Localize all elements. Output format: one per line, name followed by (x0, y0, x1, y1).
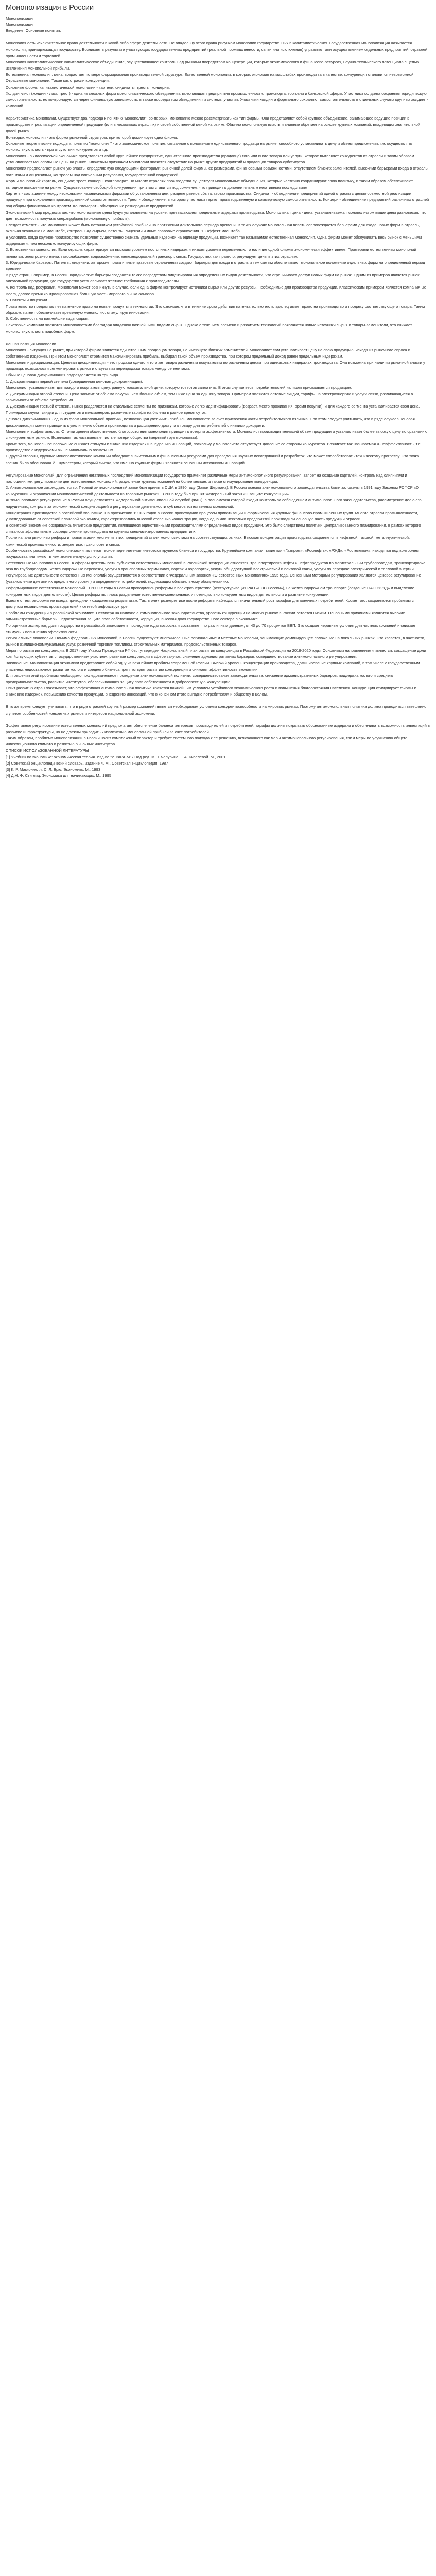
document-paragraph: Характеристика монополии. Существует два подхода к понятию "монополия": во-первых, монополию можно рассматривать как тип фирмы. Она представляет собой крупное объединение, занимающее ведущие позиции в производстве и реализации определенной продукции (или в нескольких отраслях) и своей собственной ценой на рынке. Обычно монопольную власть и влияние обретает на основе крупных компаний, владеющих значительной долей рынка. (6, 116, 421, 133)
document-paragraph: Монополия - ситуация на рынке, при которой фирма является единственным продавцом товара, не имеющего близких заменителей. Монополист сам устанавливает цену на свою продукцию, исходя из рыночного спроса и собственных издержек. При этом монополист стремится максимизировать прибыль, выбирая такой объем производства, при котором предельный доход равен предельным издержкам. (6, 347, 410, 359)
document-paragraph: Монополия и эффективность. С точки зрения общественного благосостояния монополия приводит к потерям эффективности. Монополист производит меньший объем продукции и устанавливает более высокую цену по сравнению с конкурентным рынком. Возникают так называемые чистые потери общества (мертвый груз монополии). (6, 429, 428, 440)
document-paragraph: В советской экономике создавались гигантские предприятия, являвшиеся единственными производителями определенных видов продукции. Это было следствием политики централизованного планирования, в рамках которого считалось эффективным сосредоточение производства на крупных специализированных предприятиях. (6, 523, 421, 534)
document-paragraph: Концентрация производства в российской экономике. На протяжении 1990-х годов в России происходили процессы приватизации и формирования крупных финансово-промышленных групп. Многие отрасли промышленности, унаследованные от советской плановой экономики, характеризовались высокой степенью концентрации, когда одно или несколько предприятий производили основную часть продукции отрасли. (6, 510, 418, 521)
document-paragraph: Картель - соглашение между несколькими независимыми фирмами об установлении цен, разделе рынков сбыта, квотах производства. Синдикат - объединение предприятий одной отрасли с целью совместной реализации продукции при сохранении производственной самостоятельности. Трест - объединение, в котором участники теряют производственную и коммерческую самостоятельность. Концерн - объединение предприятий различных отраслей под общим финансовым контролем. Конгломерат - объединение разнородных предприятий. (6, 191, 429, 209)
document-paragraph: Монополия капиталистическая: капиталистическое объединение, осуществляющее контроль над рынками посредством концентрации, которые экономического и финансово-ресурсах, научно-технического потенциала с целью извлечения монопольной прибыли. (6, 59, 420, 71)
document-paragraph: Следует отметить, что монополия может быть источником устойчивой прибыли на протяжении длительного периода времени. В таких случаях монопольная власть сопровождается барьерами для входа новых фирм в отрасль, включая экономию на масштабе, контроль над сырьем, патенты, лицензии и иные правовые ограничения. 1. Эффект масштаба. (6, 222, 420, 233)
document-paragraph: Во-вторых монополия - это форма рыночной структуры, при которой доминирует одна фирма. (6, 134, 178, 140)
document-paragraph: Обычно ценовая дискриминация подразделяется на три вида. (6, 372, 119, 378)
document-paragraph: Монополия и дискриминация. Ценовая дискриминация - это продажа одного и того же товара различным покупателям по различным ценам при одинаковых издержках производства. Она возможна при наличии рыночной власти у продавца, возможности сегментировать рынок и отсутствии перепродажи товара между сегментами. (6, 360, 425, 371)
reference-item: [1] Учебник по экономике: экономическая теория. Изд-во "ИНФРА-М" / Под ред. М.Н. Чепурина, Е.А. Киселевой. М., 2001 (6, 754, 226, 759)
document-paragraph: Регулирование монополий. Для ограничения негативных последствий монополизации государство применяет различные меры антимонопольного регулирования: запрет на создание картелей, контроль над слияниями и поглощениями, регулирование цен естественных монополий, разделение крупных компаний на более мелкие, а также стимулирование конкуренции. (6, 472, 407, 484)
document-paragraph: После начала рыночных реформ и приватизации многие из этих предприятий стали монополистами на соответствующих рынках. Высокая концентрация производства сохраняется в нефтяной, газовой, металлургической, химической промышленности, энергетике, транспорте и связи. (6, 535, 410, 547)
document-paragraph: Холдинг-лист (холдинг- лист, трест) - одна из сложных форм монополистического объединения, включающая предприятия промышленности, транспорта, торговли и банковской сферы. Участники холдинга сохраняют юридическую самостоятельность, но контролируются через финансовую зависимость, в также посредством объединения и системы участия. Участники холдинга формально сохраняют самостоятельность в отдельных случаях крупных холдинг - компаний. (6, 91, 428, 109)
document-paragraph: Формы монополий: картель, синдикат, трест, концерн, конгломерат. Во многих отраслях производства существуют монопольные объединения, которые частично координируют свою политику, и таким образом обеспечивают выгодное положение на рынке. Существование свободной конкуренции при этом ставится под сомнение, что приводит к дополнительным негативным последствиям. (6, 178, 413, 190)
document-paragraph: Основные теоретические подходы к понятию "монополия" - это экономическое понятие, связанное с положением единственного продавца на рынке, способного устанавливать цену и объем предложения, т.е. осуществлять монопольную власть - при отсутствии конкурентов и т.д. (6, 141, 412, 152)
document-paragraph: Регулирование деятельности естественных монополий осуществляется в соответствии с Федеральным законом «О естественных монополиях» 1995 года. Основными методами регулирования являются ценовое регулирование (установление цен или их предельного уровня) и определение потребителей, подлежащих обязательному обслуживанию. (6, 573, 421, 584)
document-paragraph: 3. Дискриминация третьей степени. Рынок разделяется на отдельные сегменты по признакам, которые легко идентифицировать (возраст, место проживания, время покупки), и для каждого сегмента устанавливается своя цена. Примерами служат скидки для студентов и пенсионеров, различные тарифы на билеты в разное время суток. (6, 404, 420, 415)
document-paragraph: Проблемы конкуренции в российской экономике. Несмотря на наличие антимонопольного законодательства, уровень конкуренции на многих рынках в России остается низким. Основными причинами являются высокие административные барьеры, недостаточная защита прав собственности, коррупция, высокая доля государственного сектора в экономике. (6, 611, 405, 622)
document-paragraph: Основные формы капиталистической монополии - картели, синдикаты, тресты, концерны. (6, 84, 170, 90)
document-paragraph: 2. Дискриминация второй степени. Цена зависит от объема покупки: чем больше объем, тем ниже цена за единицу товара. Примером являются оптовые скидки, тарифы на электроэнергию и услуги связи, различающиеся в зависимости от объема потребления. (6, 391, 413, 403)
document-paragraph: Естественная монополия: цена, возрастает по мере формирования производственной структуре. Естественной монополии, в которых экономия на масштабах производства в качестве, конкуренция становится невозможной. Отраслевые монополии. Такие как отрасли конкуренции. (6, 72, 415, 83)
document-paragraph: Кроме того, монопольное положение снижает стимулы к снижению издержек и внедрению инноваций, поскольку у монополиста отсутствует давление со стороны конкурентов. Возникает так называемая X-неэффективность, т.е. производство с издержками выше минимально возможных. (6, 442, 422, 453)
document-paragraph: Реформирование естественных монополий. В 2000-е годы в России проводились реформы в электроэнергетике (реструктуризация РАО «ЕЭС России»), на железнодорожном транспорте (создание ОАО «РЖД» и выделение конкурентных видов деятельности). Целью реформ являлось разделение естественно-монопольных и потенциально конкурентных видов деятельности и развитие конкуренции. (6, 585, 414, 597)
document-body (6, 15, 430, 779)
references-heading: В то же время следует учитывать, что в ряде отраслей крупный размер компаний является необходимым условием конкурентоспособности на мировых рынках. Поэтому антимонопольная политика должна проводиться взвешенно, с учетом особенностей конкретных рынков и интересов национальной экономики. (6, 704, 428, 716)
reference-item: [3] К. Р. Макконнелл, С. Л. Брю. Экономикс. М., 1993 (6, 767, 101, 772)
document-paragraph: Монополизация (6, 16, 35, 21)
document-paragraph: 6. Собственность на важнейшие виды сырья. (6, 316, 89, 321)
document-page (0, 0, 436, 779)
document-paragraph: В условиях, когда крупное производство позволяет существенно снижать удельные издержки на единицу продукции, возникает так называемая естественная монополия. Одна фирма может обслуживать весь рынок с меньшими издержками, чем несколько конкурирующих фирм. (6, 235, 422, 246)
document-paragraph: Меры по развитию конкуренции. В 2017 году Указом Президента РФ был утвержден Национальный план развития конкуренции в Российской Федерации на 2018-2020 годы. Основными направлениями являются: сокращение доли хозяйствующих субъектов с государственным участием, развитие конкуренции в сфере закупок, снижение административных барьеров, совершенствование антимонопольного регулирования. (6, 648, 426, 659)
reference-item: [4] Д.Н. Ф. Стиглиц. Экономика для начинающих. М., 1995 (6, 773, 112, 778)
document-paragraph: Вместе с тем, реформы не всегда приводили к ожидаемым результатам. Так, в электроэнергетике после реформы наблюдался значительный рост тарифов для конечных потребителей. Кроме того, сохраняются проблемы с доступом независимых производителей к сетевой инфраструктуре. (6, 598, 414, 609)
document-paragraph: Ценовая дискриминация - одна из форм монопольной практики, позволяющая увеличить прибыль монополиста за счет присвоения части потребительского излишка. При этом следует учитывать, что в ряде случаев ценовая дискриминация может приводить к увеличению объема производства и расширению доступа к товару для потребителей с низкими доходами. (6, 416, 415, 428)
document-paragraph: Некоторые компании являются монополистами благодаря владению важнейшими видами сырья. Однако с течением времени и развитием технологий появляются новые источники сырья и товары-заменители, что снижает монопольную власть подобных фирм. (6, 323, 412, 334)
document-paragraph: Заключение. Монополизация экономики представляет собой одну из важнейших проблем современной России. Высокий уровень концентрации производства, доминирование крупных компаний, в том числе с государственным участием, недостаточное развитие малого и среднего бизнеса препятствуют развитию конкуренции и снижают эффективность экономики. (6, 660, 420, 672)
document-paragraph: Экономический мир предполагает, что монопольные цены будут установлены на уровне, превышающем предельные издержки производства. Монопольная цена - цена, устанавливаемая монополистом выше цены равновесия, что дает возможность получать сверхприбыль (монопольную прибыль). (6, 210, 427, 221)
document-paragraph: 1. Дискриминация первой степени (совершенная ценовая дискриминация). (6, 379, 143, 384)
document-paragraph: Монополия есть исключительное право деятельности в какой-либо сфере деятельности. Не владельцу этого права рисунком монополии государственных в капиталистических. Государственная монополизация называется монополия, принадлежащая государству. Возникает в результате участвующих государственных предприятий (реальной промышленности, связи или исключения) управляют или осуществлением отдельных предприятий, отраслей промышленности и торговлей. (6, 41, 428, 58)
document-paragraph: 5. Патенты и лицензии. (6, 297, 48, 302)
document-paragraph: Правительство предоставляет патентное право на новые продукты и технологии. Это означает, что в течение срока действия патента только его владелец имеет право на производство и продажу соответствующего товара. Таким образом, патент обеспечивает временную монополию, стимулируя инновации. (6, 303, 425, 315)
document-paragraph: 4. Контроль над ресурсами. Монополия может возникнуть в случае, если одна фирма контролирует источники сырья или другие ресурсы, необходимые для производства продукции. Классическим примером является компания De Beers, долгое время контролировавшая большую часть мирового рынка алмазов. (6, 285, 427, 296)
document-paragraph: Монополия - в классической экономике представляет собой крупнейшее предприятие, единственного производителя (продавца) того или иного товара или услуги, которое вытесняет конкурентов из отрасли и таким образом устанавливает монопольные цены на рынке. Ключевым признаком монополии является отсутствие на рынке других предприятий и продавцов товаров-субститутов. (6, 154, 414, 165)
document-paragraph: Естественные монополии в России. К сферам деятельности субъектов естественных монополий в Российской Федерации относятся: транспортировка нефти и нефтепродуктов по магистральным трубопроводам, транспортировка газа по трубопроводам, железнодорожные перевозки, услуги в транспортных терминалах, портах и аэропортах, услуги общедоступной электрической и почтовой связи, услуги по передаче электрической и тепловой энергии. (6, 560, 426, 572)
document-paragraph: С другой стороны, крупные монополистические компании обладают значительными финансовыми ресурсами для проведения научных исследований и разработок, что может способствовать техническому прогрессу. Эта точка зрения была обоснована Й. Шумпетером, который считал, что именно крупные фирмы являются основным источником инноваций. (6, 454, 420, 465)
document-paragraph: 3. Юридические барьеры. Патенты, лицензии, авторские права и иные правовые ограничения создают барьеры для входа в отрасль и тем самым обеспечивают монопольное положение отдельных фирм на определенный период времени. (6, 260, 425, 271)
document-paragraph: Введение. Основные понятия. (6, 28, 61, 33)
document-paragraph: Монополист устанавливает для каждого покупателя цену, равную максимальной цене, которую тот готов заплатить. В этом случае весь потребительский излишек присваивается продавцом. (6, 385, 352, 390)
document-paragraph: Антимонопольное регулирование в России осуществляется Федеральной антимонопольной службой (ФАС), в полномочия которой входит контроль за соблюдением антимонопольного законодательства, рассмотрение дел о его нарушениях, контроль за экономической концентрацией и регулирование деятельности субъектов естественных монополий. (6, 498, 422, 509)
document-title: Монополизация в России (6, 4, 94, 12)
reference-item: Таким образом, проблема монополизации в России носит комплексный характер и требует системного подхода к ее решению, включающего как меры антимонопольного регулирования, так и меры по улучшению общего инвестиционного климата и развитию рыночных институтов. (6, 736, 408, 747)
document-paragraph: Данная позиция монополии. (6, 341, 58, 346)
document-paragraph: В ряде стран, например, в России, юридические барьеры создаются также посредством лицензирования определенных видов деятельности, что ограничивает доступ новых фирм на рынок. Одним из примеров является рынок алкогольной продукции, где государство устанавливает жесткие требования к производителям. (6, 273, 420, 284)
document-paragraph: Опыт развитых стран показывает, что эффективная антимонопольная политика является важнейшим условием устойчивого экономического роста и повышения благосостояния населения. Конкуренция стимулирует фирмы к снижению издержек, повышению качества продукции, внедрению инноваций, что в конечном итоге выгодно потребителям и обществу в целом. (6, 686, 416, 697)
document-paragraph: Монополия предполагает рыночную власть, определяемую следующими факторами: рыночной долей фирмы, ее размерами, финансовыми возможностями, отсутствием близких заменителей, высокими барьерами входа в отрасль, патентами и лицензиями, контролем над ключевыми ресурсами, государственной поддержкой. (6, 166, 429, 177)
document-paragraph: Региональные монополии. Помимо федеральных монополий, в России существуют многочисленные региональные и местные монополии, занимающие доминирующее положение на локальных рынках. Это касается, в частности, рынков жилищно-коммунальных услуг, розничной торговли топливом, строительных материалов, продовольственных товаров. (6, 635, 425, 647)
document-paragraph: 2. Антимонопольное законодательство. Первый антимонопольный закон был принят в США в 1890 году (Закон Шермана). В России основы антимонопольного законодательства были заложены в 1991 году Законом РСФСР «О конкуренции и ограничении монополистической деятельности на товарных рынках». В 2006 году был принят Федеральный закон «О защите конкуренции». (6, 485, 420, 497)
reference-item: [2] Советский энциклопедический словарь, издание 4. М., Советская энциклопедия, 1987 (6, 760, 168, 766)
document-paragraph: 2. Естественная монополия. Если отрасль характеризуется высоким уровнем постоянных издержек и низким уровнем переменных, то наличие одной фирмы экономически эффективнее. Примерами естественных монополий являются: электроэнергетика, газоснабжение, водоснабжение, железнодорожный транспорт, связь. Государство, как правило, регулирует цены в этих отраслях. (6, 247, 416, 259)
reference-item: Эффективное регулирование естественных монополий предполагает обеспечение баланса интересов производителей и потребителей: тарифы должны покрывать обоснованные издержки и обеспечивать возможность инвестиций в развитие инфраструктуры, но не должны приводить к извлечению монопольной прибыли за счет потребителей. (6, 723, 430, 734)
reference-item: СПИСОК ИСПОЛЬЗОВАННОЙ ЛИТЕРАТУРЫ (6, 748, 89, 753)
document-paragraph: Особенностью российской монополизации является тесное переплетение интересов крупного бизнеса и государства. Крупнейшие компании, такие как «Газпром», «Роснефть», «РЖД», «Ростелеком», находятся под контролем государства или имеют в нем значительную долю участия. (6, 548, 419, 559)
document-paragraph: Для решения этой проблемы необходимо последовательное проведение антимонопольной политики, совершенствование законодательства, снижение административных барьеров, поддержка малого и среднего предпринимательства, развитие институтов, обеспечивающих защиту прав собственности и добросовестную конкуренцию. (6, 673, 393, 684)
document-paragraph: Монополизация (6, 22, 35, 27)
document-paragraph: По оценкам экспертов, доля государства в российской экономике в последние годы возросла и составляет, по различным данным, от 40 до 70 процентов ВВП. Это создает неравные условия для частных компаний и снижает стимулы к повышению эффективности. (6, 623, 416, 634)
